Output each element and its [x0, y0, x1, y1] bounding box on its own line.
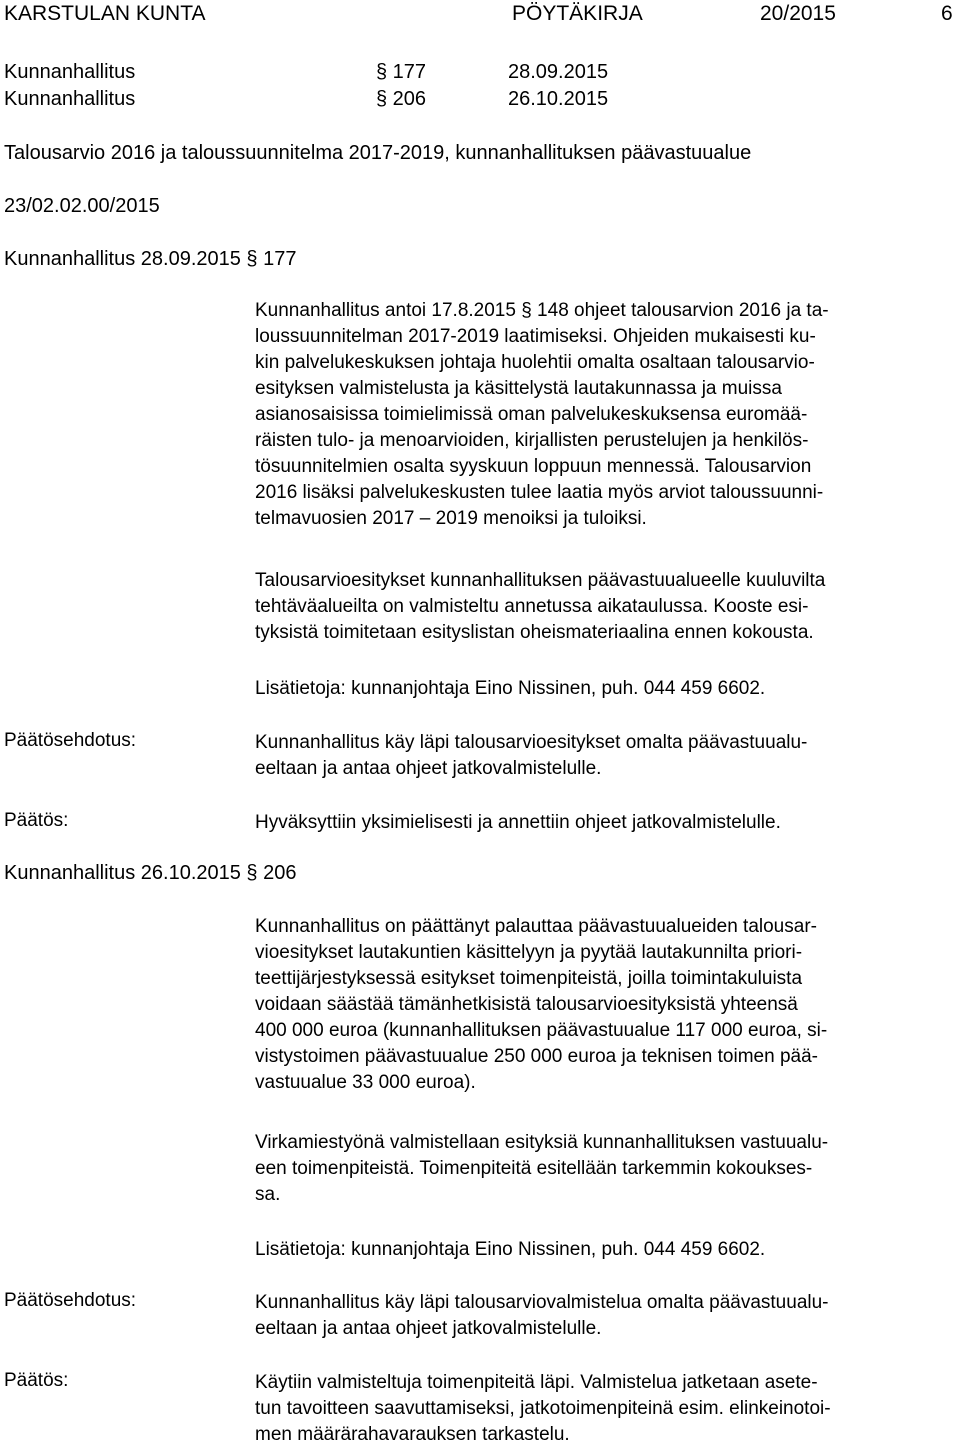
text-line: sa. [255, 1184, 281, 1205]
session-heading: Kunnanhallitus 26.10.2015 § 206 [4, 862, 297, 884]
session2-info [255, 1237, 955, 1263]
session2-proposal [255, 1290, 955, 1342]
text-line: tösuunnitelmien osalta syyskuun loppuun mennessä. Talousarvion [255, 456, 812, 477]
text-line: voidaan säästää tämänhetkisistä talousarvioesityksistä yhteensä [255, 994, 798, 1015]
text-line: Virkamiestyönä valmistellaan esityksiä kunnanhallituksen vastuualu- [255, 1132, 829, 1153]
text-line: Käytiin valmisteltuja toimenpiteitä läpi. Valmistelua jatketaan asete- [255, 1372, 818, 1393]
session1-body [255, 298, 955, 532]
meeting-date: 26.10.2015 [508, 88, 609, 110]
text-line: loussuunnitelman 2017-2019 laatimiseksi. Ohjeiden mukaisesti ku- [255, 326, 816, 347]
diary-number: 23/02.02.00/2015 [4, 195, 160, 217]
session1-info [255, 676, 955, 702]
session2-decision [255, 1370, 955, 1448]
text-line: vastuualue 33 000 euroa). [255, 1072, 476, 1093]
meeting-body: Kunnanhallitus [4, 61, 136, 83]
meeting-section: § 177 [376, 61, 427, 83]
page-number: 6 [941, 2, 953, 25]
text-line: vistystoimen päävastuualue 250 000 euroa ja teknisen toimen pää- [255, 1046, 818, 1067]
session2-body-2 [255, 1130, 955, 1208]
decision-label: Päätös: [4, 810, 69, 831]
text-line: een toimenpiteistä. Toimenpiteitä esitellään tarkemmin kokoukses- [255, 1158, 813, 1179]
municipality-name: KARSTULAN KUNTA [4, 2, 206, 25]
meeting-date: 28.09.2015 [508, 61, 609, 83]
meeting-section: § 206 [376, 88, 427, 110]
document-number: 20/2015 [760, 2, 836, 25]
text-line: eeltaan ja antaa ohjeet jatkovalmistelulle. [255, 1318, 602, 1339]
matter-title: Talousarvio 2016 ja taloussuunnitelma 2017-2019, kunnanhallituksen päävastuualue [4, 142, 752, 164]
text-line: Kunnanhallitus on päättänyt palauttaa päävastuualueiden talousar- [255, 916, 817, 937]
text-line: Kunnanhallitus käy läpi talousarvioesitykset omalta päävastuualu- [255, 732, 808, 753]
text-line: Hyväksyttiin yksimielisesti ja annettiin ohjeet jatkovalmistelulle. [255, 812, 781, 833]
text-line: 2016 lisäksi palvelukeskusten tulee laatia myös arviot taloussuunni- [255, 482, 824, 503]
text-line: kin palvelukeskuksen johtaja huolehtii omalta osaltaan talousarvio- [255, 352, 815, 373]
session-heading: Kunnanhallitus 28.09.2015 § 177 [4, 248, 297, 270]
text-line: teettijärjestyksessä esitykset toimenpiteistä, joilla toimintakuluista [255, 968, 803, 989]
proposal-label: Päätösehdotus: [4, 730, 137, 751]
document-type: PÖYTÄKIRJA [512, 2, 643, 25]
session1-decision [255, 810, 955, 836]
session1-body-2 [255, 568, 955, 646]
text-line: Lisätietoja: kunnanjohtaja Eino Nissinen, puh. 044 459 6602. [255, 1239, 766, 1260]
text-line: tehtäväalueilta on valmisteltu annetussa aikataulussa. Kooste esi- [255, 596, 809, 617]
text-line: esityksen valmistelusta ja käsittelystä lautakunnassa ja muissa [255, 378, 782, 399]
text-line: vioesitykset lautakuntien käsittelyyn ja pyytää lautakunnilta priori- [255, 942, 803, 963]
text-line: Kunnanhallitus käy läpi talousarviovalmistelua omalta päävastuualu- [255, 1292, 829, 1313]
session2-body [255, 914, 955, 1096]
text-line: räisten tulo- ja menoarvioiden, kirjallisten perustelujen ja henkilös- [255, 430, 809, 451]
text-line: men määrärahavarauksen tarkastelu. [255, 1424, 570, 1445]
text-line: Talousarvioesitykset kunnanhallituksen päävastuualueelle kuuluvilta [255, 570, 826, 591]
text-line: Kunnanhallitus antoi 17.8.2015 § 148 ohjeet talousarvion 2016 ja ta- [255, 300, 829, 321]
text-line: 400 000 euroa (kunnanhallituksen päävastuualue 117 000 euroa, si- [255, 1020, 828, 1041]
text-line: tun tavoitteen saavuttamiseksi, jatkotoimenpiteinä esim. elinkeinotoi- [255, 1398, 831, 1419]
session1-proposal [255, 730, 955, 782]
decision-label: Päätös: [4, 1370, 69, 1391]
meeting-body: Kunnanhallitus [4, 88, 136, 110]
text-line: Lisätietoja: kunnanjohtaja Eino Nissinen, puh. 044 459 6602. [255, 678, 766, 699]
text-line: tyksistä toimitetaan esityslistan oheismateriaalina ennen kokousta. [255, 622, 814, 643]
text-line: telmavuosien 2017 – 2019 menoiksi ja tuloiksi. [255, 508, 647, 529]
proposal-label: Päätösehdotus: [4, 1290, 137, 1311]
text-line: asianosaisissa toimielimissä oman palvelukeskuksensa euromää- [255, 404, 808, 425]
text-line: eeltaan ja antaa ohjeet jatkovalmistelulle. [255, 758, 602, 779]
